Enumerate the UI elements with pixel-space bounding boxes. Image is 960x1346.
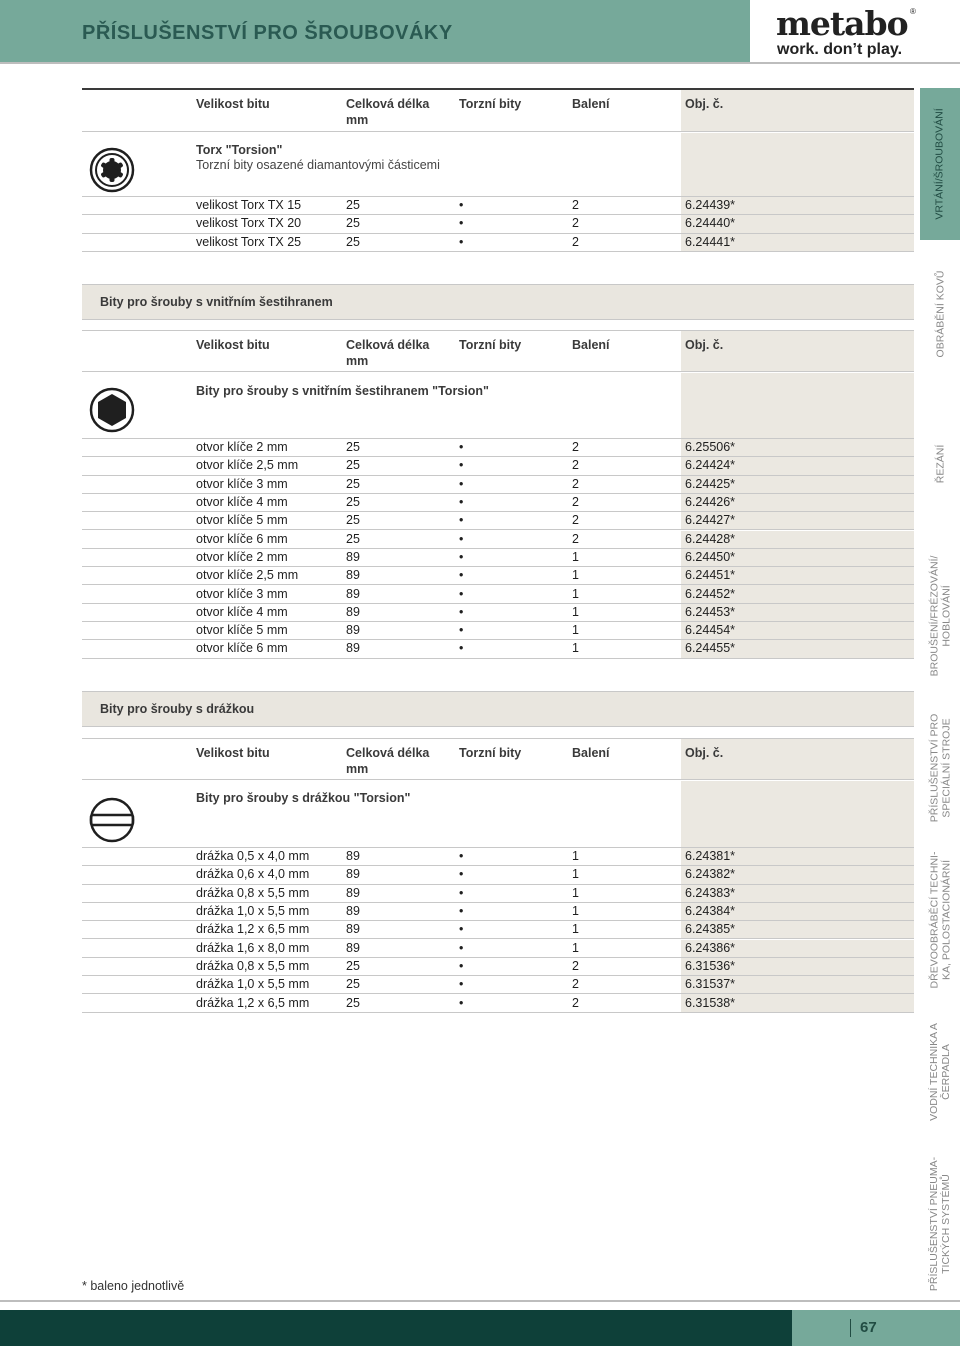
cell-size: otvor klíče 3 mm [196, 476, 288, 491]
cell-torsion-bullet: • [459, 586, 464, 601]
table-row [82, 215, 914, 233]
cell-size: otvor klíče 5 mm [196, 623, 288, 638]
cell-pack: 2 [572, 977, 579, 992]
col-pack-header: Balení [572, 338, 610, 352]
cell-order: 6.24440* [685, 216, 736, 231]
cell-pack: 2 [572, 495, 579, 510]
cell-torsion-bullet: • [459, 867, 464, 882]
section-slot-band [82, 691, 914, 727]
sidebar-item-drilling[interactable] [920, 88, 960, 240]
product-title: Bity pro šrouby s vnitřním šestihranem "Torsion" [196, 384, 489, 398]
cell-size: drážka 1,0 x 5,5 mm [196, 977, 310, 992]
section-title: Bity pro šrouby s vnitřním šestihranem [100, 295, 333, 309]
sidebar-item-label: DŘEVOOBRÁBĚCÍ TECHNI- KA, POLOSTACIONÁRNÍ [928, 851, 953, 989]
col-length-header: Celková délka mm [346, 746, 430, 776]
cell-size: velikost Torx TX 15 [196, 198, 302, 213]
cell-order: 6.24439* [685, 198, 736, 213]
cell-order: 6.25506* [685, 440, 736, 455]
table-row [82, 567, 914, 585]
cell-order: 6.24383* [685, 885, 736, 900]
cell-torsion-bullet: • [459, 940, 464, 955]
cell-order: 6.24385* [685, 922, 736, 937]
cell-size: otvor klíče 3 mm [196, 586, 288, 601]
cell-torsion-bullet: • [459, 198, 464, 213]
col-size-header: Velikost bitu [196, 97, 270, 111]
cell-length: 25 [346, 958, 360, 973]
cell-size: otvor klíče 4 mm [196, 495, 288, 510]
cell-torsion-bullet: • [459, 495, 464, 510]
footnote: * baleno jednotlivě [82, 1279, 185, 1293]
section-hex-band [82, 284, 914, 320]
col-torsion-header: Torzní bity [459, 97, 522, 111]
cell-order: 6.24425* [685, 476, 736, 491]
sidebar-item-label: PŘÍSLUŠENSTVÍ PRO SPECIÁLNÍ STROJE [928, 713, 952, 823]
cell-pack: 2 [572, 513, 579, 528]
cell-length: 25 [346, 531, 360, 546]
cell-torsion-bullet: • [459, 513, 464, 528]
cell-torsion-bullet: • [459, 904, 464, 919]
cell-order: 6.24424* [685, 458, 736, 473]
col-pack-header: Balení [572, 97, 610, 111]
sidebar-item-label: ŘEZÁNÍ [933, 444, 946, 484]
cell-order: 6.31538* [685, 995, 736, 1010]
cell-order: 6.24450* [685, 549, 736, 564]
cell-torsion-bullet: • [459, 549, 464, 564]
table-row [82, 476, 914, 494]
table-row [82, 439, 914, 457]
sidebar-item-special-machines[interactable] [920, 692, 960, 844]
product-subtitle: Torzní bity osazené diamantovými částicemi [196, 158, 440, 172]
cell-torsion-bullet: • [459, 216, 464, 231]
table-row [82, 848, 914, 866]
cell-order: 6.31536* [685, 958, 736, 973]
cell-pack: 2 [572, 198, 579, 213]
col-length-header: Celková délka mm [346, 338, 430, 368]
footer-divider [0, 1300, 960, 1302]
sidebar-item-grinding[interactable] [920, 540, 960, 692]
cell-length: 25 [346, 995, 360, 1010]
cell-pack: 1 [572, 568, 579, 583]
table-row [82, 457, 914, 475]
col-size-header: Velikost bitu [196, 746, 270, 760]
table-row [82, 494, 914, 512]
section-title: Bity pro šrouby s drážkou [100, 702, 255, 716]
page-title: PŘÍSLUŠENSTVÍ PRO ŠROUBOVÁKY [82, 22, 453, 44]
sidebar-item-label: VRTÁNÍ/ŠROUBOVÁNÍ [934, 108, 946, 220]
cell-length: 25 [346, 476, 360, 491]
cell-order: 6.24453* [685, 604, 736, 619]
cell-length: 25 [346, 198, 360, 213]
torx-bit-icon [88, 146, 136, 194]
cell-pack: 1 [572, 867, 579, 882]
cell-size: drážka 0,6 x 4,0 mm [196, 867, 310, 882]
cell-size: drážka 0,5 x 4,0 mm [196, 849, 310, 864]
cell-size: otvor klíče 4 mm [196, 604, 288, 619]
page-header [0, 0, 750, 62]
sidebar-item-metalworking[interactable] [920, 240, 960, 388]
cell-torsion-bullet: • [459, 623, 464, 638]
cell-pack: 1 [572, 885, 579, 900]
table-row [82, 531, 914, 549]
cell-length: 89 [346, 922, 360, 937]
cell-pack: 1 [572, 549, 579, 564]
cell-order: 6.24382* [685, 867, 736, 882]
cell-torsion-bullet: • [459, 458, 464, 473]
page-number-box [792, 1310, 960, 1346]
cell-order: 6.24454* [685, 623, 736, 638]
cell-torsion-bullet: • [459, 476, 464, 491]
cell-order: 6.24386* [685, 940, 736, 955]
page-number: 67 [860, 1319, 877, 1336]
slotted-bit-icon [88, 796, 136, 844]
cell-length: 25 [346, 513, 360, 528]
cell-order: 6.24384* [685, 904, 736, 919]
page-number-separator [850, 1319, 851, 1337]
cell-torsion-bullet: • [459, 531, 464, 546]
cell-torsion-bullet: • [459, 604, 464, 619]
header-divider [0, 62, 960, 64]
sidebar-item-woodworking[interactable] [920, 844, 960, 996]
cell-size: otvor klíče 6 mm [196, 641, 288, 656]
table-row [82, 940, 914, 958]
table-row [82, 994, 914, 1012]
table-row [82, 921, 914, 939]
cell-order: 6.31537* [685, 977, 736, 992]
category-sidebar [920, 88, 960, 1300]
col-order-header: Obj. č. [685, 338, 724, 352]
cell-order: 6.24427* [685, 513, 736, 528]
cell-size: otvor klíče 5 mm [196, 513, 288, 528]
cell-pack: 1 [572, 922, 579, 937]
cell-torsion-bullet: • [459, 234, 464, 249]
cell-length: 89 [346, 568, 360, 583]
cell-length: 25 [346, 977, 360, 992]
sidebar-item-pneumatics[interactable] [920, 1148, 960, 1300]
cell-torsion-bullet: • [459, 977, 464, 992]
cell-order: 6.24455* [685, 641, 736, 656]
col-torsion-header: Torzní bity [459, 338, 522, 352]
cell-torsion-bullet: • [459, 885, 464, 900]
sidebar-item-label: VODNÍ TECHNIKA A ČERPADLA [928, 1023, 952, 1121]
cell-pack: 1 [572, 940, 579, 955]
cell-size: velikost Torx TX 20 [196, 216, 302, 231]
cell-pack: 2 [572, 958, 579, 973]
column-header-row [82, 330, 914, 372]
order-column-shade [681, 133, 914, 197]
cell-length: 89 [346, 623, 360, 638]
product-title: Torx "Torsion" [196, 143, 283, 157]
cell-torsion-bullet: • [459, 568, 464, 583]
cell-pack: 2 [572, 531, 579, 546]
order-column-shade [681, 781, 914, 847]
cell-torsion-bullet: • [459, 922, 464, 937]
cell-size: otvor klíče 2 mm [196, 440, 288, 455]
cell-order: 6.24441* [685, 234, 736, 249]
cell-torsion-bullet: • [459, 849, 464, 864]
logo-registered-mark: ® [910, 7, 916, 16]
cell-length: 89 [346, 867, 360, 882]
cell-order: 6.24428* [685, 531, 736, 546]
cell-size: otvor klíče 2,5 mm [196, 568, 299, 583]
table-row [82, 234, 914, 252]
cell-size: drážka 1,6 x 8,0 mm [196, 940, 310, 955]
cell-pack: 2 [572, 458, 579, 473]
logo-wordmark: metabo [776, 4, 908, 43]
cell-pack: 1 [572, 623, 579, 638]
table-row [82, 976, 914, 994]
cell-length: 25 [346, 216, 360, 231]
cell-pack: 1 [572, 641, 579, 656]
col-order-header: Obj. č. [685, 746, 724, 760]
cell-length: 25 [346, 440, 360, 455]
sidebar-item-label: PŘÍSLUŠENSTVÍ PNEUMA- TICKÝCH SYSTÉMŮ [928, 1156, 953, 1292]
table-row [82, 640, 914, 658]
cell-size: drážka 1,0 x 5,5 mm [196, 904, 310, 919]
cell-size: drážka 1,2 x 6,5 mm [196, 995, 310, 1010]
cell-pack: 2 [572, 476, 579, 491]
cell-pack: 2 [572, 440, 579, 455]
table-row [82, 604, 914, 622]
table-row [82, 903, 914, 921]
cell-size: drážka 1,2 x 6,5 mm [196, 922, 310, 937]
table-row [82, 197, 914, 215]
table-row [82, 958, 914, 976]
cell-length: 89 [346, 849, 360, 864]
sidebar-item-cutting[interactable] [920, 388, 960, 540]
logo-tagline: work. don’t play. [777, 41, 903, 58]
cell-order: 6.24451* [685, 568, 736, 583]
cell-size: otvor klíče 6 mm [196, 531, 288, 546]
cell-length: 25 [346, 495, 360, 510]
column-header-row [82, 90, 914, 132]
cell-pack: 1 [572, 604, 579, 619]
cell-order: 6.24426* [685, 495, 736, 510]
metabo-logo [776, 6, 926, 60]
cell-length: 89 [346, 940, 360, 955]
cell-length: 89 [346, 641, 360, 656]
cell-size: velikost Torx TX 25 [196, 234, 302, 249]
table-row [82, 622, 914, 640]
col-torsion-header: Torzní bity [459, 746, 522, 760]
cell-size: otvor klíče 2 mm [196, 549, 288, 564]
order-column-shade [681, 373, 914, 439]
cell-length: 25 [346, 234, 360, 249]
cell-torsion-bullet: • [459, 958, 464, 973]
cell-torsion-bullet: • [459, 440, 464, 455]
table-row [82, 866, 914, 884]
table-row [82, 512, 914, 530]
column-header-row [82, 738, 914, 780]
cell-pack: 2 [572, 216, 579, 231]
cell-size: otvor klíče 2,5 mm [196, 458, 299, 473]
sidebar-item-label: BROUŠENÍ/FRÉZOVÁNÍ/ HOBLOVÁNÍ [928, 555, 953, 677]
cell-pack: 2 [572, 234, 579, 249]
cell-length: 89 [346, 885, 360, 900]
cell-length: 89 [346, 549, 360, 564]
cell-order: 6.24381* [685, 849, 736, 864]
cell-pack: 1 [572, 849, 579, 864]
col-size-header: Velikost bitu [196, 338, 270, 352]
col-length-header: Celková délka mm [346, 97, 430, 127]
product-title: Bity pro šrouby s drážkou "Torsion" [196, 791, 411, 805]
sidebar-item-label: OBRÁBĚNÍ KOVŮ [934, 270, 947, 358]
cell-torsion-bullet: • [459, 995, 464, 1010]
page-footer [0, 1310, 960, 1346]
cell-size: drážka 0,8 x 5,5 mm [196, 958, 310, 973]
cell-order: 6.24452* [685, 586, 736, 601]
col-order-header: Obj. č. [685, 97, 724, 111]
cell-pack: 1 [572, 586, 579, 601]
cell-pack: 1 [572, 904, 579, 919]
table-row [82, 549, 914, 567]
cell-length: 89 [346, 604, 360, 619]
sidebar-item-water-pumps[interactable] [920, 996, 960, 1148]
cell-pack: 2 [572, 995, 579, 1010]
hex-bit-icon [88, 386, 136, 434]
cell-size: drážka 0,8 x 5,5 mm [196, 885, 310, 900]
cell-length: 25 [346, 458, 360, 473]
table-row [82, 585, 914, 603]
cell-length: 89 [346, 904, 360, 919]
cell-length: 89 [346, 586, 360, 601]
col-pack-header: Balení [572, 746, 610, 760]
table-row [82, 885, 914, 903]
cell-torsion-bullet: • [459, 641, 464, 656]
